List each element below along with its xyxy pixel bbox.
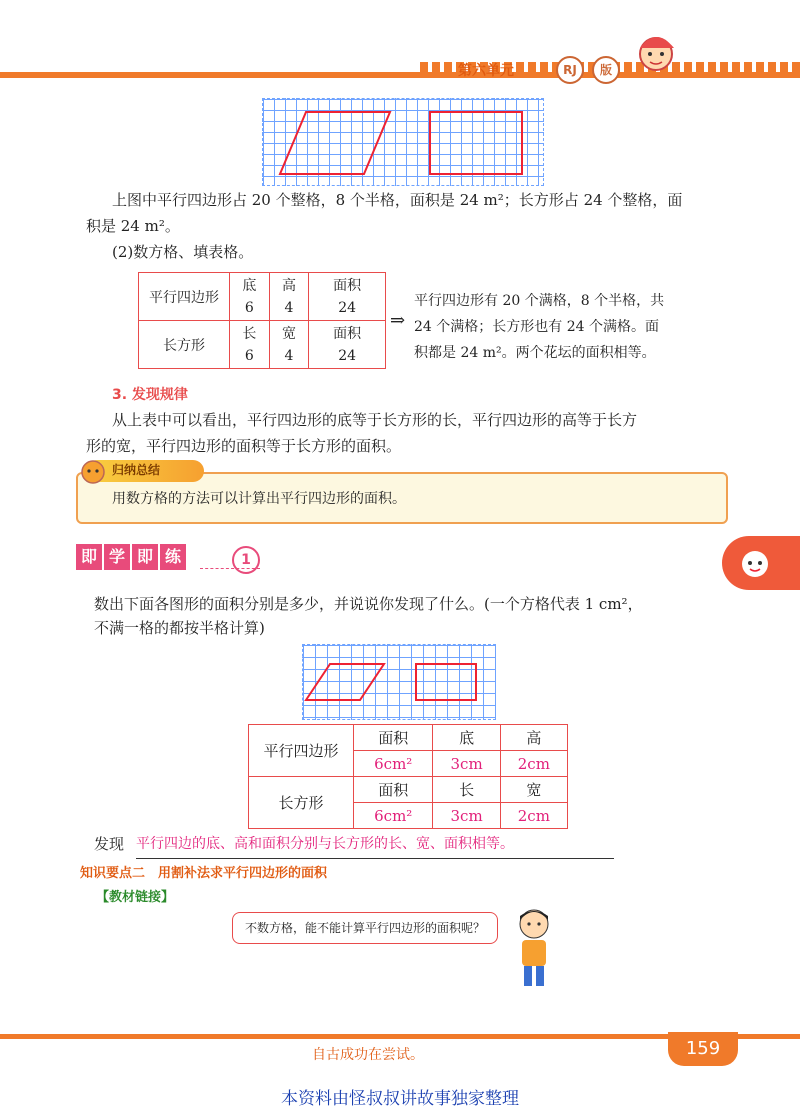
table-cell-value: 24: [309, 345, 386, 369]
parallelogram-shape: [280, 112, 390, 174]
page-number: 159: [668, 1032, 738, 1066]
table-cell-value: 4: [269, 345, 309, 369]
table-cell-value: 6: [230, 297, 270, 321]
table-cell-answer: 6cm²: [354, 751, 433, 777]
summary-tag-label: 归纳总结: [112, 463, 161, 477]
textbook-link-label: 【教材链接】: [96, 890, 175, 905]
finding-answer: 平行四边的底、高和面积分别与长方形的长、宽、面积相等。: [136, 830, 614, 859]
rectangle-shape: [430, 112, 522, 174]
table-cell-answer: 3cm: [433, 751, 500, 777]
parallelogram-shape: [306, 664, 384, 700]
table-cell-header: 底: [433, 725, 500, 751]
table-cell-header: 面积: [354, 725, 433, 751]
rule-line1: 从上表中可以看出，平行四边形的底等于长方形的长，平行四边形的高等于长方: [112, 411, 638, 429]
question-line1: 数出下面各图形的面积分别是多少，并说说你发现了什么。(一个方格代表 1 cm²，: [94, 595, 643, 613]
table-cell-shape: 长方形: [139, 321, 230, 369]
knowledge-heading: 知识要点二 用割补法求平行四边形的面积: [80, 866, 328, 881]
footer-credit: 本资料由怪叔叔讲故事独家整理: [281, 1089, 519, 1109]
table-cell-header: 底: [230, 273, 270, 297]
table-cell-header: 长: [433, 777, 500, 803]
practice-table: [248, 724, 568, 829]
table-cell-shape: 平行四边形: [139, 273, 230, 321]
rectangle-shape: [416, 664, 476, 700]
speech-bubble: 不数方格，能不能计算平行四边形的面积呢？: [232, 912, 498, 944]
summary-text: 用数方格的方法可以计算出平行四边形的面积。: [112, 491, 406, 507]
table-cell-answer: 6cm²: [354, 803, 433, 829]
question-line2: 不满一格的都按半格计算): [94, 619, 265, 637]
finding-label: 发现: [94, 835, 125, 853]
practice-char: 学: [104, 544, 130, 570]
implies-arrow: ⇒: [390, 310, 406, 331]
table-cell-value: 6: [230, 345, 270, 369]
table-cell-value: 4: [269, 297, 309, 321]
table-cell-header: 面积: [309, 273, 386, 297]
unit-title: 第六单元: [458, 63, 514, 79]
note-line2: 24 个满格；长方形也有 24 个满格。面: [414, 319, 659, 335]
note-line1: 平行四边形有 20 个满格，8 个半格，共: [414, 293, 665, 309]
mascot-face-icon: [738, 546, 772, 580]
comparison-table: [138, 272, 386, 369]
mascot-cat-icon: [78, 456, 108, 486]
boy-character-icon: [508, 906, 560, 992]
table-cell-header: 宽: [269, 321, 309, 345]
table-cell-shape: 平行四边形: [249, 725, 354, 777]
rule-heading: 3. 发现规律: [112, 387, 188, 403]
paragraph-area-line1: 上图中平行四边形占 20 个整格，8 个半格，面积是 24 m²；长方形占 24 个整格，面: [112, 191, 683, 209]
table-cell-answer: 2cm: [500, 751, 567, 777]
paragraph-area-line2: 积是 24 m²。: [86, 217, 180, 235]
table-cell-header: 宽: [500, 777, 567, 803]
practice-number: 1: [232, 546, 260, 574]
mascot-girl-icon: [622, 20, 692, 90]
rj-badge: RJ: [556, 56, 584, 84]
table-cell-shape: 长方形: [249, 777, 354, 829]
table-cell-header: 高: [269, 273, 309, 297]
practice-heading: [76, 544, 188, 570]
shapes-figure-practice: [302, 644, 494, 718]
table-cell-header: 面积: [309, 321, 386, 345]
table-cell-answer: 3cm: [433, 803, 500, 829]
table-cell-header: 高: [500, 725, 567, 751]
practice-char: 即: [76, 544, 102, 570]
step-2-heading: (2)数方格、填表格。: [112, 243, 254, 261]
rule-line2: 形的宽，平行四边形的面积等于长方形的面积。: [86, 437, 402, 455]
footer-motto: 自古成功在尝试。: [312, 1047, 424, 1063]
table-cell-answer: 2cm: [500, 803, 567, 829]
table-cell-header: 面积: [354, 777, 433, 803]
note-line3: 积都是 24 m²。两个花坛的面积相等。: [414, 345, 656, 361]
table-cell-header: 长: [230, 321, 270, 345]
practice-char: 即: [132, 544, 158, 570]
practice-char: 练: [160, 544, 186, 570]
shapes-figure-top: [262, 98, 542, 184]
ban-badge: 版: [592, 56, 620, 84]
table-cell-value: 24: [309, 297, 386, 321]
